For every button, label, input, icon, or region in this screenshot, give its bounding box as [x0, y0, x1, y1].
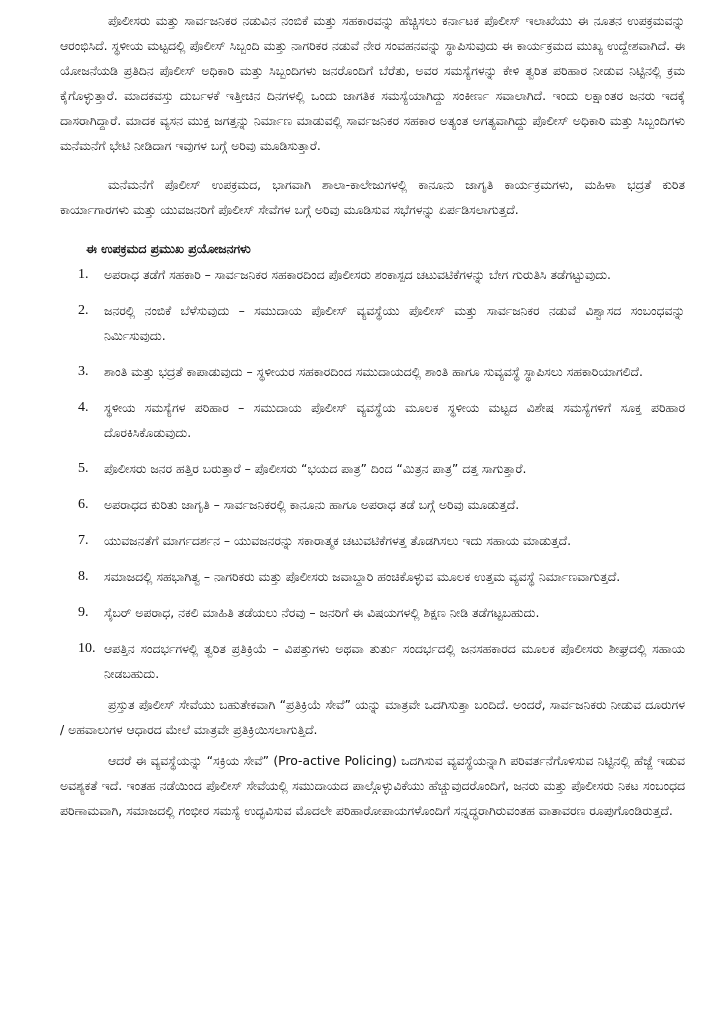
- benefit-item: [60, 528, 685, 553]
- programs-paragraph: ಮನೆಮನೆಗೆ ಪೊಲೀಸ್ ಉಪಕ್ರಮದ, ಭಾಗವಾಗಿ ಶಾಲಾ-ಕಾಲೇಜುಗಳಲ್ಲಿ ಕಾನೂನು ಜಾಗೃತಿ ಕಾರ್ಯಕ್ರಮಗಳು, ಮಹಿಳಾ ಭದ್ರತೆ ಕುರಿತ ಕಾರ್ಯಾಗಾರಗಳು ಮತ್ತು ಯುವಜನರಿಗೆ ಪೊಲೀಸ್ ಸೇವೆಗಳ ಬಗ್ಗೆ ಅರಿವು ಮೂಡಿಸುವ ಸಭೆಗಳನ್ನು ಏರ್ಪಡಿಸಲಾಗುತ್ತದೆ.: [60, 177, 685, 217]
- benefit-text: ಆಪತ್ತಿನ ಸಂದರ್ಭಗಳಲ್ಲಿ ತ್ವರಿತ ಪ್ರತಿಕ್ರಿಯೆ – ವಿಪತ್ತುಗಳು ಅಥವಾ ತುರ್ತು ಸಂದರ್ಭದಲ್ಲಿ ಜನಸಹಕಾರದ ಮೂಲಕ ಪೊಲೀಸರು ಶೀಘ್ರದಲ್ಲಿ ಸಹಾಯ ನೀಡಬಹುದು.: [104, 641, 685, 681]
- benefit-number: 2.: [78, 303, 89, 318]
- benefit-number: 1.: [78, 267, 89, 282]
- benefit-text: ಪೊಲೀಸರು ಜನರ ಹತ್ತಿರ ಬರುತ್ತಾರೆ – ಪೊಲೀಸರು “ಭಯದ ಪಾತ್ರ” ದಿಂದ “ಮಿತ್ರನ ಪಾತ್ರ” ದತ್ತ ಸಾಗುತ್ತಾರೆ.: [104, 461, 527, 476]
- benefits-heading: ಈ ಉಪಕ್ರಮದ ಪ್ರಮುಖ ಪ್ರಯೋಜನಗಳು: [86, 241, 251, 256]
- benefit-text: ಸೈಬರ್ ಅಪರಾಧ, ನಕಲಿ ಮಾಹಿತಿ ತಡೆಯಲು ನೆರವು – ಜನರಿಗೆ ಈ ವಿಷಯಗಳಲ್ಲಿ ಶಿಕ್ಷಣ ನೀಡಿ ತಡೆಗಟ್ಟಬಹುದು.: [104, 605, 540, 620]
- benefit-item: [60, 600, 685, 625]
- benefit-item: [60, 492, 685, 517]
- benefit-number: 8.: [78, 569, 89, 584]
- benefit-number: 6.: [78, 497, 89, 512]
- benefit-text: ಜನರಲ್ಲಿ ನಂಬಿಕೆ ಬೆಳೆಸುವುದು – ಸಮುದಾಯ ಪೊಲೀಸ್ ವ್ಯವಸ್ಥೆಯು ಪೊಲೀಸ್ ಮತ್ತು ಸಾರ್ವಜನಿಕರ ನಡುವೆ ವಿಶ್ವಾಸದ ಸಂಬಂಧವನ್ನು ನಿರ್ಮಿಸುವುದು.: [104, 303, 685, 343]
- benefit-number: 9.: [78, 605, 89, 620]
- intro-paragraph: ಪೊಲೀಸರು ಮತ್ತು ಸಾರ್ವಜನಿಕರ ನಡುವಿನ ನಂಬಿಕೆ ಮತ್ತು ಸಹಕಾರವನ್ನು ಹೆಚ್ಚಿಸಲು ಕರ್ನಾಟಕ ಪೊಲೀಸ್ ಇಲಾಖೆಯು ಈ ನೂತನ ಉಪಕ್ರಮವನ್ನು ಆರಂಭಿಸಿದೆ. ಸ್ಥಳೀಯ ಮಟ್ಟದಲ್ಲಿ ಪೊಲೀಸ್ ಸಿಬ್ಬಂದಿ ಮತ್ತು ನಾಗರಿಕರ ನಡುವೆ ನೇರ ಸಂವಹನವನ್ನು ಸ್ಥಾಪಿಸುವುದು ಈ ಕಾರ್ಯಕ್ರಮದ ಮುಖ್ಯ ಉದ್ದೇಶವಾಗಿದೆ. ಈ ಯೋಜನೆಯಡಿ ಪ್ರತಿದಿನ ಪೊಲೀಸ್ ಅಧಿಕಾರಿ ಮತ್ತು ಸಿಬ್ಬಂದಿಗಳು ಜನರೊಂದಿಗೆ ಬೆರೆತು, ಅವರ ಸಮಸ್ಯೆಗಳನ್ನು ಕೇಳಿ ತ್ವರಿತ ಪರಿಹಾರ ನೀಡುವ ನಿಟ್ಟಿನಲ್ಲಿ ಕ್ರಮ ಕೈಗೊಳ್ಳುತ್ತಾರೆ. ಮಾದಕವಸ್ತು ದುರ್ಬಳಕೆ ಇತ್ತೀಚಿನ ದಿನಗಳಲ್ಲಿ ಒಂದು ಜಾಗತಿಕ ಸಮಸ್ಯೆಯಾಗಿದ್ದು ಸಂಕೀರ್ಣ ಸವಾಲಾಗಿದೆ. ಇಂದು ಲಕ್ಷಾಂತರ ಜನರು ಇದಕ್ಕೆ ದಾಸರಾಗಿದ್ದಾರೆ. ಮಾದಕ ವ್ಯಸನ ಮುಕ್ತ ಜಗತ್ತನ್ನು ನಿರ್ಮಾಣ ಮಾಡುವಲ್ಲಿ ಸಾರ್ವಜನಿಕರ ಸಹಕಾರ ಅತ್ಯಂತ ಅಗತ್ಯವಾಗಿದ್ದು ಪೊಲೀಸ್ ಅಧಿಕಾರಿ ಮತ್ತು ಸಿಬ್ಬಂದಿಗಳು ಮನೆಮನೆಗೆ ಭೇಟಿ ನೀಡಿದಾಗ ಇವುಗಳ ಬಗ್ಗೆ ಅರಿವು ಮೂಡಿಸುತ್ತಾರೆ.: [60, 13, 685, 153]
- benefit-number: 4.: [78, 400, 89, 415]
- benefit-number: 10.: [78, 641, 96, 656]
- benefit-text: ಯುವಜನತೆಗೆ ಮಾರ್ಗದರ್ಶನ – ಯುವಜನರನ್ನು ಸಕಾರಾತ್ಮಕ ಚಟುವಟಿಕೆಗಳತ್ತ ತೊಡಗಿಸಲು ಇದು ಸಹಾಯ ಮಾಡುತ್ತದೆ.: [104, 533, 572, 548]
- benefit-text: ಸ್ಥಳೀಯ ಸಮಸ್ಯೆಗಳ ಪರಿಹಾರ – ಸಮುದಾಯ ಪೊಲೀಸ್ ವ್ಯವಸ್ಥೆಯ ಮೂಲಕ ಸ್ಥಳೀಯ ಮಟ್ಟದ ವಿಶೇಷ ಸಮಸ್ಯೆಗಳಿಗೆ ಸೂಕ್ತ ಪರಿಹಾರ ದೊರಕಿಸಿಕೊಡುವುದು.: [104, 400, 685, 440]
- benefit-text: ಅಪರಾಧದ ಕುರಿತು ಜಾಗೃತಿ – ಸಾರ್ವಜನಿಕರಲ್ಲಿ ಕಾನೂನು ಹಾಗೂ ಅಪರಾಧ ತಡೆ ಬಗ್ಗೆ ಅರಿವು ಮೂಡುತ್ತದೆ.: [104, 497, 520, 512]
- benefit-item: [60, 359, 685, 384]
- benefit-item: [60, 456, 685, 481]
- benefit-number: 5.: [78, 461, 89, 476]
- benefit-text: ಸಮಾಜದಲ್ಲಿ ಸಹಭಾಗಿತ್ವ – ನಾಗರಿಕರು ಮತ್ತು ಪೊಲೀಸರು ಜವಾಬ್ದಾರಿ ಹಂಚಿಕೊಳ್ಳುವ ಮೂಲಕ ಉತ್ತಮ ವ್ಯವಸ್ಥೆ ನಿರ್ಮಾಣವಾಗುತ್ತದೆ.: [104, 569, 621, 584]
- current-service-paragraph: ಪ್ರಸ್ತುತ ಪೊಲೀಸ್ ಸೇವೆಯು ಬಹುತೇಕವಾಗಿ “ಪ್ರತಿಕ್ರಿಯೆ ಸೇವೆ” ಯನ್ನು ಮಾತ್ರವೇ ಒದಗಿಸುತ್ತಾ ಬಂದಿದೆ. ಅಂದರೆ, ಸಾರ್ವಜನಿಕರು ನೀಡುವ ದೂರುಗಳ / ಅಹವಾಲುಗಳ ಆಧಾರದ ಮೇಲೆ ಮಾತ್ರವೇ ಪ್ರತಿಕ್ರಿಯಿಸಲಾಗುತ್ತಿದೆ.: [60, 697, 685, 737]
- benefit-number: 7.: [78, 533, 89, 548]
- benefit-item: [60, 564, 685, 589]
- benefit-text: ಶಾಂತಿ ಮತ್ತು ಭದ್ರತೆ ಕಾಪಾಡುವುದು – ಸ್ಥಳೀಯರ ಸಹಕಾರದಿಂದ ಸಮುದಾಯದಲ್ಲಿ ಶಾಂತಿ ಹಾಗೂ ಸುವ್ಯವಸ್ಥೆ ಸ್ಥಾಪಿಸಲು ಸಹಕಾರಿಯಾಗಲಿದೆ.: [104, 364, 643, 379]
- benefit-item: [60, 298, 685, 348]
- benefits-list: [60, 262, 685, 686]
- benefit-item: [60, 262, 685, 287]
- benefit-item: [60, 395, 685, 445]
- benefit-text: ಅಪರಾಧ ತಡೆಗೆ ಸಹಕಾರಿ – ಸಾರ್ವಜನಿಕರ ಸಹಕಾರದಿಂದ ಪೊಲೀಸರು ಶಂಕಾಸ್ಪದ ಚಟುವಟಿಕೆಗಳನ್ನು ಬೇಗ ಗುರುತಿಸಿ ತಡೆಗಟ್ಟುವುದು.: [104, 267, 611, 282]
- benefit-item: [60, 636, 685, 686]
- benefit-number: 3.: [78, 364, 89, 379]
- proactive-policing-paragraph: ಆದರೆ ಈ ವ್ಯವಸ್ಥೆಯನ್ನು “ಸಕ್ರಿಯ ಸೇವೆ” (Pro-active Policing) ಒದಗಿಸುವ ವ್ಯವಸ್ಥೆಯನ್ನಾಗಿ ಪರಿವರ್ತನೆಗೊಳಿಸುವ ನಿಟ್ಟಿನಲ್ಲಿ ಹೆಜ್ಜೆ ಇಡುವ ಅವಶ್ಯಕತೆ ಇದೆ. ಇಂತಹ ನಡೆಯಿಂದ ಪೊಲೀಸ್ ಸೇವೆಯಲ್ಲಿ ಸಮುದಾಯದ ಪಾಲ್ಗೊಳ್ಳುವಿಕೆಯು ಹೆಚ್ಚುವುದರೊಂದಿಗೆ, ಜನರು ಮತ್ತು ಪೊಲೀಸರು ನಿಕಟ ಸಂಬಂಧದ ಪರಿಣಾಮವಾಗಿ, ಸಮಾಜದಲ್ಲಿ ಗಂಭೀರ ಸಮಸ್ಯೆ ಉದ್ಭವಿಸುವ ಮೊದಲೇ ಪರಿಹಾರೋಪಾಯಗಳೊಂದಿಗೆ ಸನ್ನದ್ಧರಾಗಿರುವಂತಹ ವಾತಾವರಣ ರೂಪುಗೊಂಡಿರುತ್ತದೆ.: [60, 753, 685, 818]
